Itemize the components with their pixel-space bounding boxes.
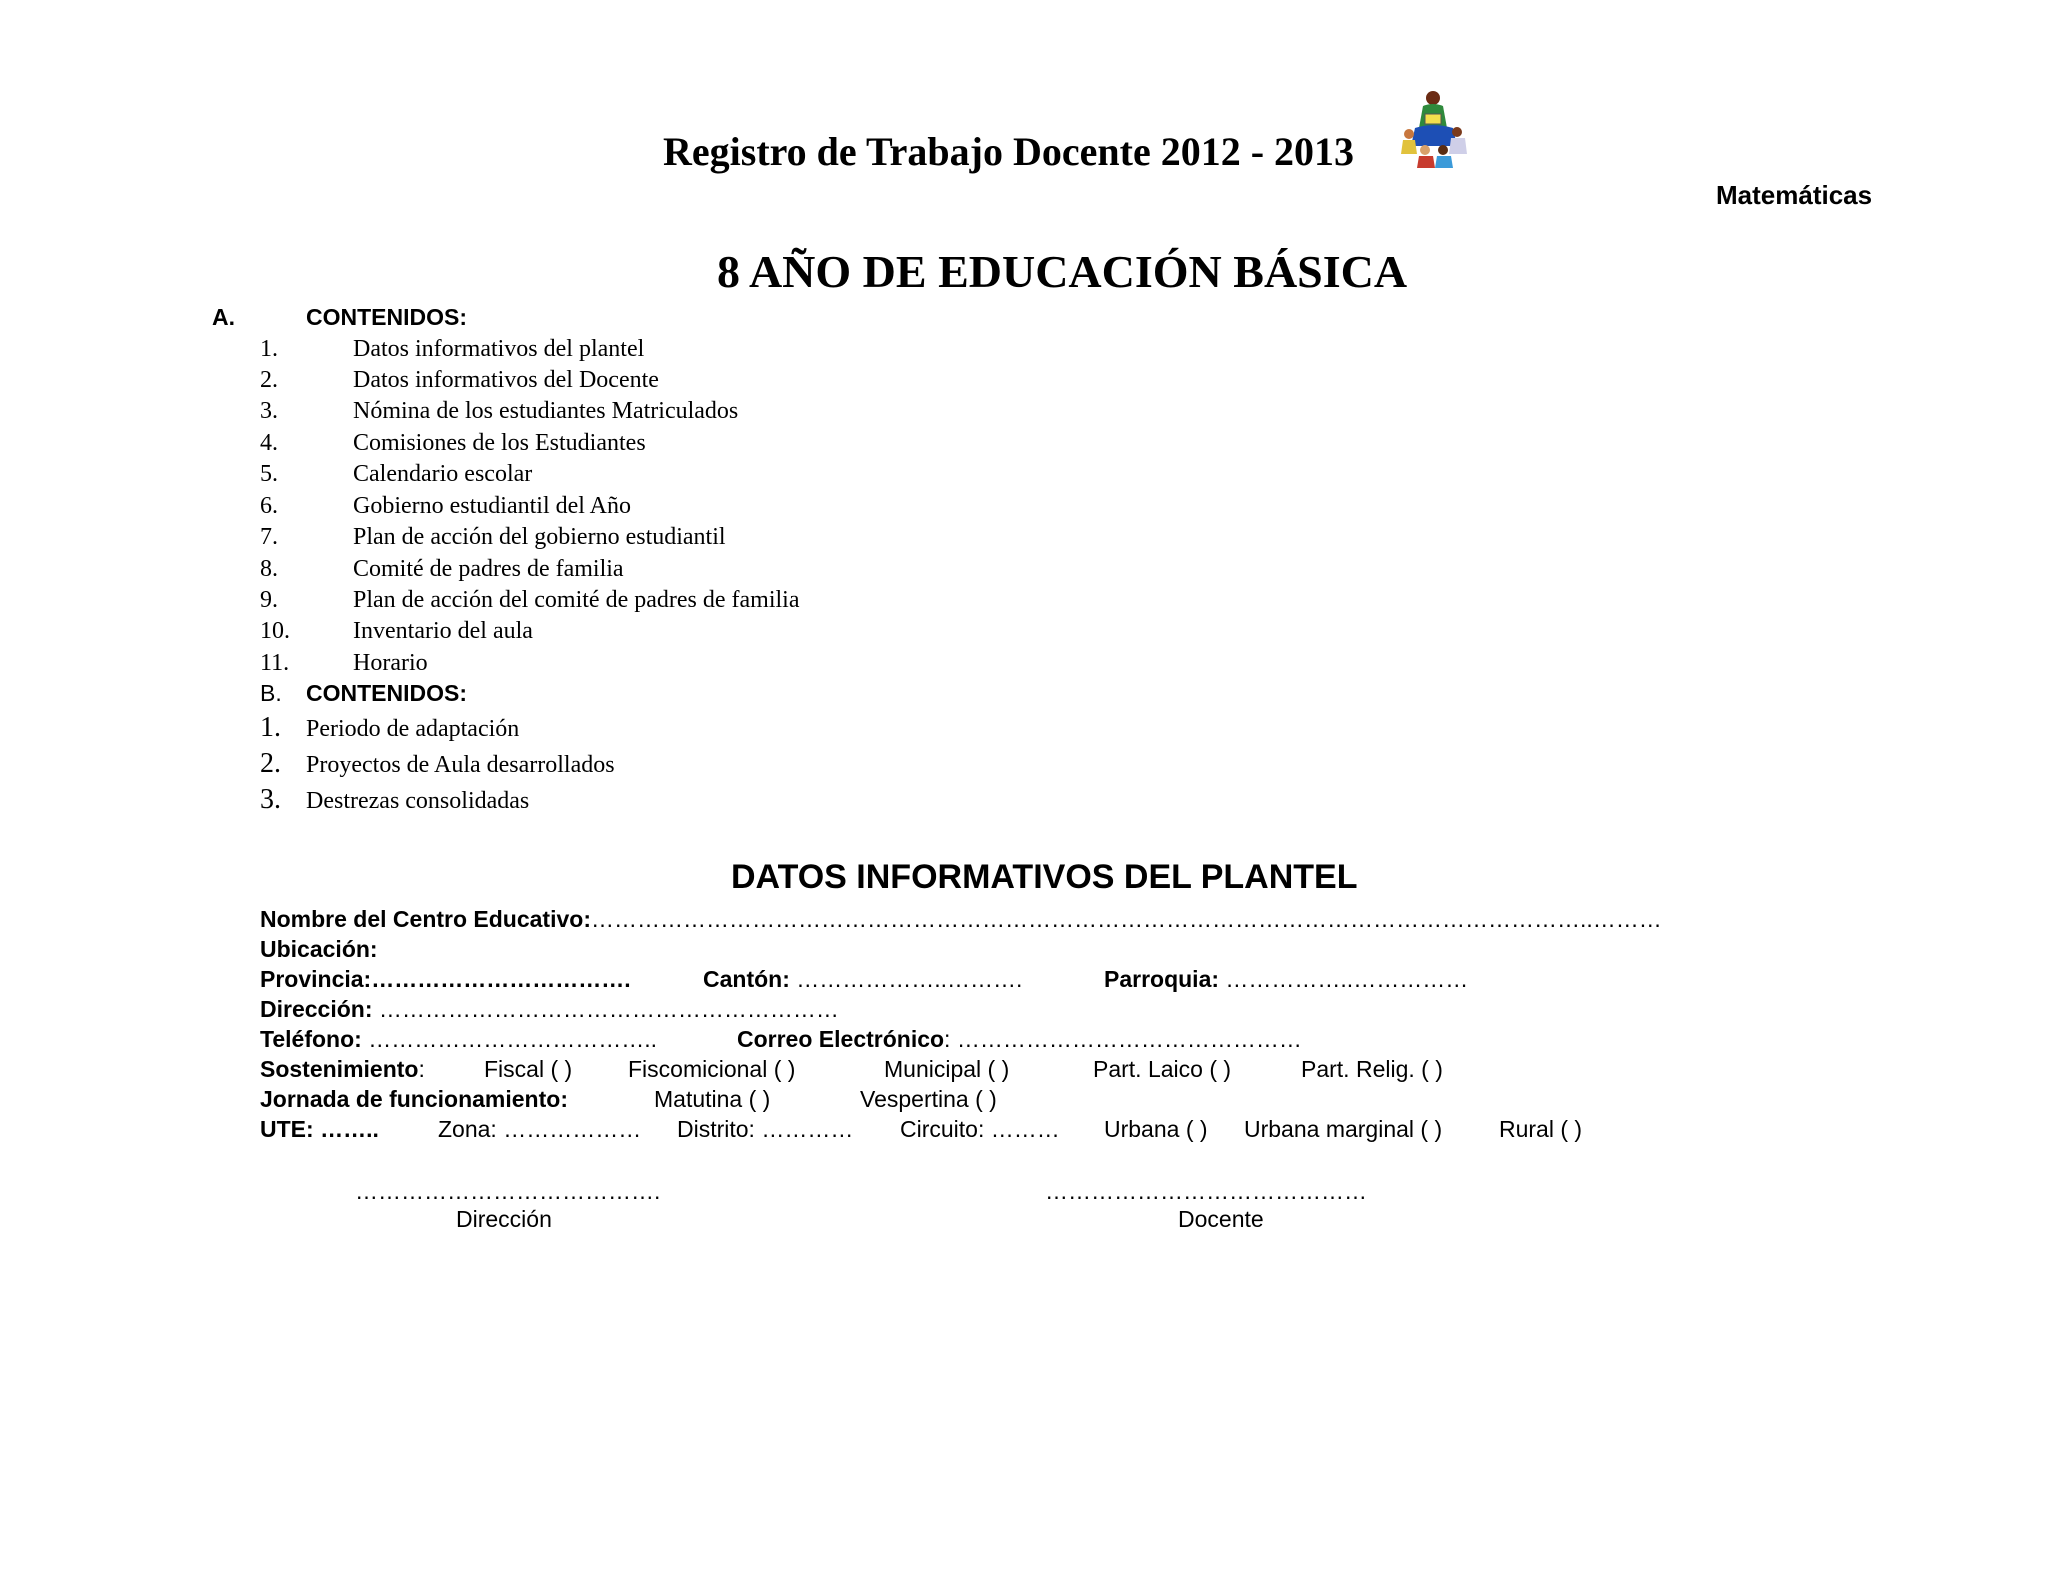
grade-heading: 8 AÑO DE EDUCACIÓN BÁSICA — [717, 246, 1408, 297]
section-b-letter: B. — [260, 680, 282, 706]
list-item: Inventario del aula — [353, 618, 533, 644]
list-item: Periodo de adaptación — [306, 716, 520, 742]
option-fiscal[interactable]: Fiscal ( ) — [484, 1056, 573, 1082]
parroquia-field[interactable]: ……………..…………… — [1225, 966, 1469, 992]
plantel-heading: DATOS INFORMATIVOS DEL PLANTEL — [731, 858, 1358, 896]
section-a-letter: A. — [212, 304, 235, 330]
docente-signature-line[interactable]: …………………………………… — [1045, 1178, 1367, 1204]
correo-field[interactable]: : ……………………………………… — [944, 1026, 1302, 1052]
list-item: Horario — [353, 650, 428, 676]
docente-signature-label: Docente — [1178, 1206, 1264, 1232]
ubicacion-label: Ubicación: — [260, 936, 378, 962]
provincia-label: Provincia:… — [260, 966, 395, 992]
option-part-laico[interactable]: Part. Laico ( ) — [1093, 1056, 1232, 1082]
option-municipal[interactable]: Municipal ( ) — [884, 1056, 1010, 1082]
nombre-row — [260, 906, 1662, 933]
list-item: Datos informativos del Docente — [353, 367, 659, 393]
list-item-number: 2. — [260, 748, 281, 779]
list-item-number: 9. — [260, 587, 278, 613]
canton-label: Cantón: — [703, 966, 790, 992]
correo-row — [737, 1026, 1302, 1053]
parroquia-row — [1104, 966, 1468, 993]
nombre-label: Nombre del Centro Educativo: — [260, 906, 591, 932]
zona-field[interactable]: Zona: ……………… — [438, 1116, 642, 1142]
option-rural[interactable]: Rural ( ) — [1499, 1116, 1583, 1142]
list-item-number: 6. — [260, 493, 278, 519]
list-item-number: 4. — [260, 430, 278, 456]
option-matutina[interactable]: Matutina ( ) — [654, 1086, 771, 1112]
list-item: Plan de acción del comité de padres de familia — [353, 587, 800, 613]
ute-label: UTE: — [260, 1116, 314, 1142]
option-fiscomicional[interactable]: Fiscomicional ( ) — [628, 1056, 796, 1082]
list-item: Proyectos de Aula desarrollados — [306, 752, 615, 778]
list-item-number: 10. — [260, 618, 290, 644]
telefono-field[interactable]: ……………………………….. — [368, 1026, 657, 1052]
list-item: Comisiones de los Estudiantes — [353, 430, 646, 456]
ute-row — [260, 1116, 379, 1143]
teacher-reading-icon — [1395, 88, 1477, 170]
provincia-row — [260, 966, 631, 993]
list-item: Nómina de los estudiantes Matriculados — [353, 398, 739, 424]
sostenimiento-row — [260, 1056, 425, 1083]
list-item: Calendario escolar — [353, 461, 533, 487]
list-item: Destrezas consolidadas — [306, 788, 530, 814]
list-item-number: 1. — [260, 712, 281, 743]
list-item-number: 2. — [260, 367, 278, 393]
distrito-field[interactable]: Distrito: ………… — [677, 1116, 854, 1142]
document-title: Registro de Trabajo Docente 2012 - 2013 — [663, 129, 1355, 174]
list-item: Plan de acción del gobierno estudiantil — [353, 524, 726, 550]
option-urbana-marginal[interactable]: Urbana marginal ( ) — [1244, 1116, 1443, 1142]
direccion-row — [260, 996, 839, 1023]
list-item-number: 3. — [260, 398, 278, 424]
circuito-field[interactable]: Circuito: ……… — [900, 1116, 1060, 1142]
direccion-label: Dirección: — [260, 996, 373, 1022]
list-item-number: 8. — [260, 556, 278, 582]
list-item-number: 5. — [260, 461, 278, 487]
list-item-number: 1. — [260, 336, 278, 362]
canton-row — [703, 966, 1022, 993]
canton-field[interactable]: ………………..………. — [796, 966, 1023, 992]
section-b-title: CONTENIDOS: — [306, 680, 467, 706]
option-vespertina[interactable]: Vespertina ( ) — [860, 1086, 997, 1112]
direccion-field[interactable]: …………………………………………………… — [378, 996, 839, 1022]
provincia-field[interactable]: …………………………. — [394, 966, 631, 992]
option-urbana[interactable]: Urbana ( ) — [1104, 1116, 1208, 1142]
list-item-number: 3. — [260, 784, 281, 815]
ute-field[interactable]: …….. — [320, 1116, 379, 1142]
section-a-title: CONTENIDOS: — [306, 304, 467, 330]
list-item: Gobierno estudiantil del Año — [353, 493, 631, 519]
list-item: Comité de padres de familia — [353, 556, 624, 582]
list-item-number: 7. — [260, 524, 278, 550]
correo-label: Correo Electrónico — [737, 1026, 945, 1052]
option-part-relig[interactable]: Part. Relig. ( ) — [1301, 1056, 1443, 1082]
subject-label: Matemáticas — [1716, 180, 1873, 210]
telefono-label: Teléfono: — [260, 1026, 362, 1052]
list-item: Datos informativos del plantel — [353, 336, 645, 362]
telefono-row — [260, 1026, 657, 1053]
nombre-field[interactable]: …………………………………………………………………………………………………………………..……… — [590, 906, 1662, 932]
direccion-signature-label: Dirección — [456, 1206, 552, 1232]
direccion-signature-line[interactable]: …………………………………. — [355, 1178, 661, 1204]
parroquia-label: Parroquia: — [1104, 966, 1220, 992]
sostenimiento-colon: : — [418, 1056, 425, 1082]
list-item-number: 11. — [260, 650, 290, 676]
sostenimiento-label: Sostenimiento — [260, 1056, 419, 1082]
jornada-label: Jornada de funcionamiento: — [260, 1086, 568, 1112]
